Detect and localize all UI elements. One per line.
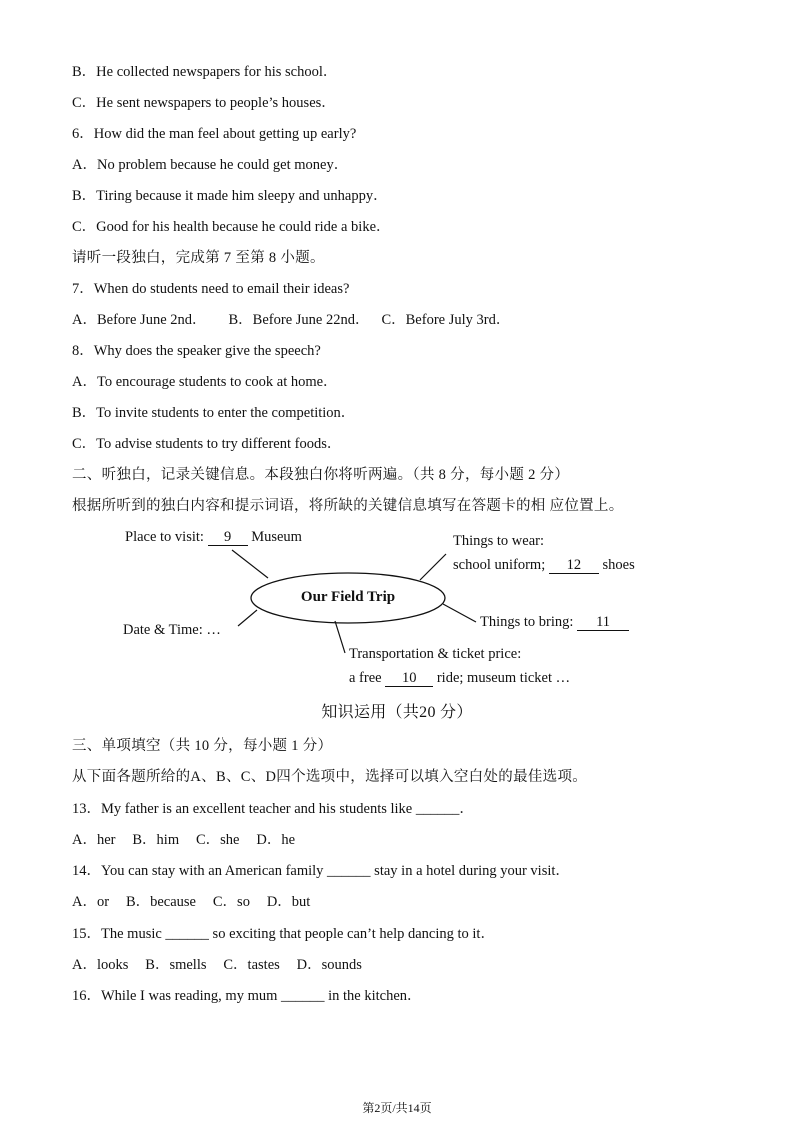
q6-option-a: A．No problem because he could get money． <box>72 157 349 173</box>
q15-option-a: A．looks <box>72 957 129 973</box>
q13-options <box>72 831 295 849</box>
q8-option-b: B．To invite students to enter the competition． <box>72 405 356 421</box>
q8-option-c: C．To advise students to try different foods． <box>72 436 342 452</box>
bring-label: Things to bring: <box>480 614 574 630</box>
blank-9: 9 <box>208 530 248 546</box>
q8-option-a: A．To encourage students to cook at home． <box>72 374 338 390</box>
mind-map <box>0 520 794 695</box>
q16-question: 16．While I was reading, my mum ______ in the kitchen． <box>72 988 422 1004</box>
connector-wear <box>420 554 446 580</box>
q15-options <box>72 956 362 974</box>
q14-options <box>72 893 310 911</box>
connector-transport <box>335 621 345 653</box>
transport-before: a free <box>349 670 382 686</box>
wear-before: school uniform; <box>453 557 546 573</box>
things-to-wear-line <box>453 556 635 574</box>
q14-question: 14．You can stay with an American family ______ stay in a hotel during your visit． <box>72 863 570 879</box>
section-3-instruction: 从下面各题所给的A、B、C、D四个选项中，选择可以填入空白处的最佳选项。 <box>72 769 588 785</box>
q14-option-c: C．so <box>212 894 250 910</box>
q7-question: 7．When do students need to email their ideas? <box>72 281 350 297</box>
section-3-title: 三、单项填空（共 10 分，每小题 1 分） <box>72 738 333 754</box>
place-to-visit <box>125 528 302 546</box>
connector-place <box>232 550 268 578</box>
section-2-instruction: 根据所听到的独白内容和提示词语，将所缺的关键信息填写在答题卡的相 应位置上。 <box>72 498 624 514</box>
q14-option-b: B．because <box>125 894 196 910</box>
q6-option-c: C．Good for his health because he could ride a bike． <box>72 219 391 235</box>
place-label: Place to visit: <box>125 529 204 545</box>
place-after: Museum <box>251 529 302 545</box>
q13-option-b: B．him <box>132 832 180 848</box>
q7-option-a: A．Before June 2nd． <box>72 312 207 328</box>
q5-option-c: C．He sent newspapers to people’s houses． <box>72 95 336 111</box>
q13-option-a: A．her <box>72 832 116 848</box>
instruction-q7-q8: 请听一段独白，完成第 7 至第 8 小题。 <box>72 250 325 266</box>
blank-12: 12 <box>549 558 599 574</box>
q5-option-b: B．He collected newspapers for his school． <box>72 64 338 80</box>
q7-options <box>72 311 510 329</box>
connector-date <box>238 610 257 626</box>
page-footer: 第2页/共14页 <box>362 1101 432 1115</box>
transport-label: Transportation & ticket price: <box>349 646 522 662</box>
q15-option-d: D．sounds <box>296 957 362 973</box>
q15-question: 15．The music ______ so exciting that people can’t help dancing to it． <box>72 926 495 942</box>
things-to-bring <box>480 613 629 631</box>
things-to-wear-label: Things to wear: <box>453 533 545 549</box>
q15-option-b: B．smells <box>145 957 207 973</box>
transport-after: ride; museum ticket … <box>436 670 571 686</box>
q13-question: 13．My father is an excellent teacher and his students like ______． <box>72 801 474 817</box>
blank-11: 11 <box>577 615 629 631</box>
q13-option-c: C．she <box>195 832 240 848</box>
q15-option-c: C．tastes <box>223 957 280 973</box>
blank-10: 10 <box>385 671 433 687</box>
q14-option-d: D．but <box>266 894 311 910</box>
q6-question: 6．How did the man feel about getting up early? <box>72 126 357 142</box>
q13-option-d: D．he <box>256 832 296 848</box>
transport-line <box>349 669 570 687</box>
q7-option-b: B．Before June 22nd． <box>228 312 370 328</box>
q14-option-a: A．or <box>72 894 110 910</box>
connector-bring <box>443 604 476 622</box>
mind-map-center-label: Our Field Trip <box>300 589 396 605</box>
section-heading-knowledge: 知识运用（共20 分） <box>321 704 473 721</box>
section-2-title: 二、听独白，记录关键信息。本段独白你将听两遍。（共 8 分，每小题 2 分） <box>72 467 570 483</box>
q8-question: 8．Why does the speaker give the speech? <box>72 343 321 359</box>
q6-option-b: B．Tiring because it made him sleepy and unhappy． <box>72 188 388 204</box>
q7-option-c: C．Before July 3rd． <box>381 312 511 328</box>
date-time: Date & Time: … <box>123 622 221 638</box>
wear-after: shoes <box>602 557 635 573</box>
